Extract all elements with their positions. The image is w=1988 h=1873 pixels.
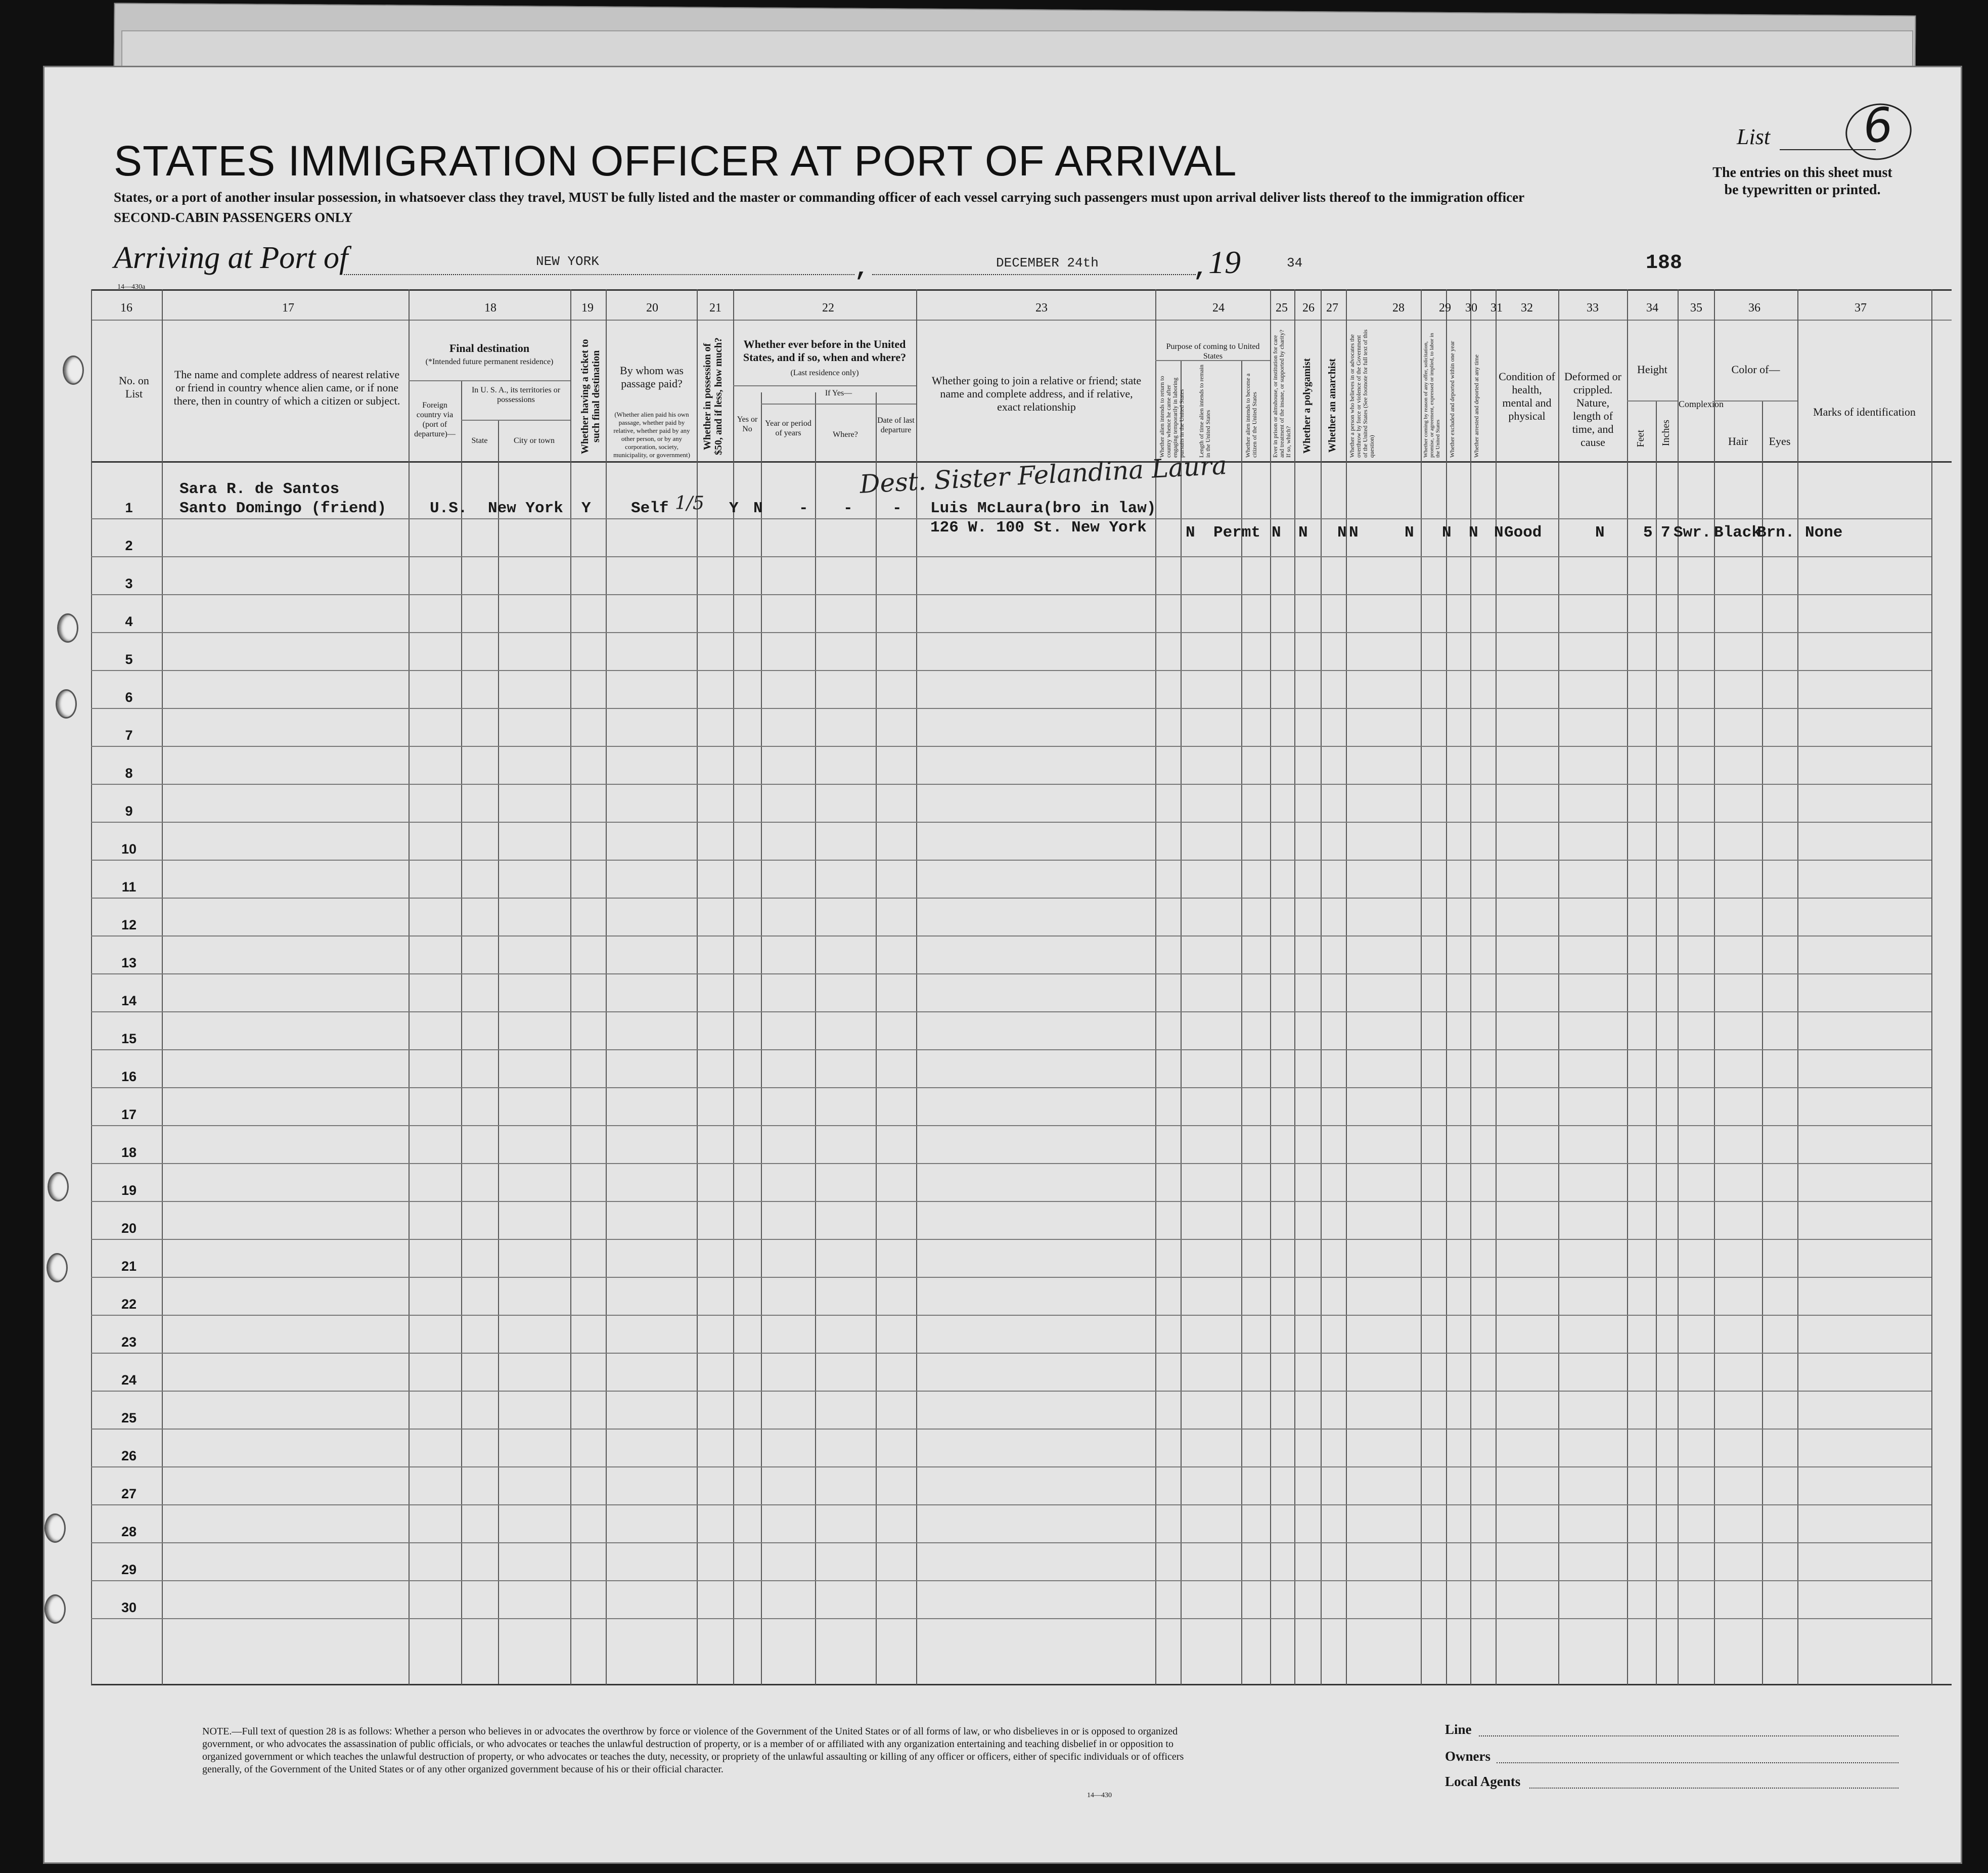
header-in-usa: In U. S. A., its territories or possessions <box>471 386 561 404</box>
marks-value: None <box>1805 524 1843 542</box>
arrested-value: N <box>1494 524 1504 542</box>
length-of-stay: Permt <box>1213 524 1261 542</box>
column-rule <box>606 289 607 1685</box>
header-passage-paid: By whom was passage paid? <box>620 364 684 390</box>
header-ticket: Whether having a ticket to such final destination <box>579 339 602 454</box>
column-rule <box>1931 289 1932 1685</box>
destination-state: New York <box>488 500 563 517</box>
header-arrested: Whether arrested and deported at any time <box>1473 354 1480 458</box>
header-final-destination: Final destination <box>449 342 530 354</box>
row-rule <box>91 1353 1931 1354</box>
header-inches: Inches <box>1660 420 1671 447</box>
header-eyes: Eyes <box>1769 435 1791 448</box>
row-number: 8 <box>125 766 133 781</box>
row-rule <box>91 1429 1931 1430</box>
labor-offer-value: N <box>1442 524 1452 542</box>
date-line <box>872 274 1196 275</box>
column-rule <box>1470 289 1471 1685</box>
header-anarchist: Whether an anarchist <box>1327 359 1338 453</box>
column-number: 30 <box>1465 301 1477 315</box>
row-rule <box>91 898 1931 899</box>
column-rule <box>162 289 163 1685</box>
row-number: 27 <box>121 1486 137 1501</box>
class-line: SECOND-CABIN PASSENGERS ONLY <box>114 210 353 225</box>
footer-line-label: Line <box>1445 1722 1472 1737</box>
row-rule <box>91 1011 1931 1012</box>
punch-hole <box>57 613 78 643</box>
row-rule <box>91 1125 1931 1126</box>
row-number: 1 <box>125 500 133 515</box>
column-rule <box>498 420 499 1684</box>
port-line <box>344 274 854 275</box>
column-number: 26 <box>1302 301 1315 315</box>
row-rule <box>91 784 1931 785</box>
row-number: 29 <box>121 1562 137 1577</box>
row-number: 19 <box>121 1183 137 1198</box>
subheader-rule <box>1714 400 1797 402</box>
passage-paid-value: Self <box>631 500 669 517</box>
anarchist-value: N <box>1349 524 1359 542</box>
column-number: 31 <box>1490 301 1503 315</box>
column-number: 23 <box>1035 301 1048 315</box>
height-feet: 5 <box>1643 524 1653 542</box>
header-purpose-citizen: Whether alien intends to become a citizen of the United States <box>1244 373 1258 458</box>
row-rule <box>91 708 1931 709</box>
row-rule <box>91 670 1931 671</box>
header-joining-relative: Whether going to join a relative or friend; state name and complete address, and if relative, exact relationship <box>931 374 1142 413</box>
overthrow-value: N <box>1405 524 1414 542</box>
header-prison: Ever in prison or almshouse, or institution for care and treatment of the insane, or supported by charity? If so, which? <box>1272 330 1292 458</box>
punch-hole <box>44 1594 66 1624</box>
column-rule <box>91 289 92 1685</box>
row-number: 23 <box>121 1334 137 1350</box>
header-last-residence: (Last residence only) <box>790 369 859 377</box>
complexion-value: Swr. <box>1674 524 1711 542</box>
row-number: 30 <box>121 1600 137 1615</box>
row-rule <box>91 1087 1931 1088</box>
before-where: - <box>843 500 853 517</box>
row-number: 26 <box>121 1448 137 1463</box>
header-deformed: Deformed or crippled. Nature, length of time, and cause <box>1564 370 1621 449</box>
column-number-rule <box>91 320 1952 321</box>
year-suffix: 34 <box>1287 255 1303 271</box>
entries-note <box>1671 164 1934 199</box>
subheader-rule <box>1627 400 1678 402</box>
subheader-rule <box>761 404 916 405</box>
column-rule <box>1797 289 1798 1685</box>
column-number: 35 <box>1690 301 1702 315</box>
column-number: 20 <box>646 301 658 315</box>
header-purpose: Purpose of coming to United States <box>1166 342 1260 361</box>
column-number: 22 <box>822 301 834 315</box>
row-number: 17 <box>121 1107 137 1122</box>
entries-note-line: The entries on this sheet must <box>1712 165 1892 181</box>
subheader-rule <box>461 420 570 421</box>
column-rule <box>761 392 762 1685</box>
header-labor-offer: Whether coming by reason of any offer, solicitation, promise, or agreement, expressed or implied, to labor in the United States <box>1423 333 1441 458</box>
column-number: 37 <box>1855 301 1867 315</box>
header-no-on-list: No. on List <box>119 374 149 400</box>
header-year-period: Year or period of years <box>765 419 811 437</box>
handwritten-annotation: Dest. Sister Felandina Laura <box>859 451 1228 499</box>
row-rule <box>91 1391 1931 1392</box>
column-number: 17 <box>282 301 294 315</box>
column-number: 29 <box>1439 301 1451 315</box>
citizen-intent: N <box>1272 524 1281 542</box>
foreign-via: U.S. <box>430 500 468 517</box>
instructions-line: States, or a port of another insular possession, in whatsoever class they travel, MUST be fully listed and the master or commanding officer of each vessel carrying such passengers must upon arrival deliver lists thereof to the immigration officer <box>114 190 1525 205</box>
row-rule <box>91 822 1931 823</box>
header-nearest-relative: The name and complete address of nearest relative or friend in country whence alien came, or if none there, then in country of which a citizen or subject. <box>173 368 400 407</box>
row-number: 12 <box>121 917 137 932</box>
footer-line-dots <box>1479 1735 1899 1736</box>
row-number: 18 <box>121 1145 137 1160</box>
condition-value: Good <box>1504 524 1542 542</box>
header-condition: Condition of health, mental and physical <box>1499 370 1555 422</box>
column-number: 16 <box>120 301 132 315</box>
eye-color: Brn. <box>1757 524 1795 542</box>
entries-note-line: be typewritten or printed. <box>1724 182 1881 198</box>
row-number: 9 <box>125 804 133 819</box>
money-value: 1/5 <box>675 493 704 514</box>
row-number: 15 <box>121 1031 137 1046</box>
column-number: 36 <box>1748 301 1760 315</box>
row-rule <box>91 1466 1931 1467</box>
before-date: - <box>892 500 902 517</box>
row-number: 11 <box>121 879 137 895</box>
column-rule <box>1656 400 1657 1685</box>
row-number: 4 <box>125 614 133 629</box>
row-rule <box>91 556 1931 557</box>
header-purpose-return: Whether alien intends to return to country whence he came after engaging temporarily in laboring pursuits in the United States <box>1158 376 1185 458</box>
column-rule <box>1762 400 1763 1685</box>
header-city: City or town <box>514 436 555 445</box>
header-hair: Hair <box>1728 435 1748 448</box>
punch-hole <box>47 1253 68 1282</box>
row-rule <box>91 1315 1931 1316</box>
before-yes-no: N <box>753 500 763 517</box>
row-number: 24 <box>121 1372 137 1388</box>
header-foreign-country: Foreign country via (port of departure)— <box>414 401 456 438</box>
header-marks: Marks of identification <box>1813 406 1916 418</box>
row-rule <box>91 1201 1931 1202</box>
column-rule <box>1558 289 1559 1685</box>
row-rule <box>91 1542 1931 1543</box>
header-complexion: Complexion <box>1679 399 1724 409</box>
row-number: 21 <box>121 1259 137 1274</box>
footer-owners-dots <box>1497 1762 1899 1763</box>
header-color-of: Color of— <box>1731 363 1780 376</box>
year-prefix: 19 <box>1208 244 1241 280</box>
row-rule <box>91 1163 1931 1164</box>
relative-address: Santo Domingo (friend) <box>179 500 387 517</box>
row-rule <box>91 1049 1931 1050</box>
header-date-departure: Date of last departure <box>877 416 915 434</box>
header-polygamist: Whether a polygamist <box>1301 358 1313 454</box>
footer-form-number: 14—430 <box>1087 1792 1112 1799</box>
subheader-rule <box>733 385 916 386</box>
row-rule <box>91 1580 1931 1581</box>
footer-agents-dots <box>1529 1788 1899 1789</box>
joining-name: Luis McLaura(bro in law) <box>930 500 1156 517</box>
column-rule <box>1346 289 1347 1685</box>
arriving-label: Arriving at Port of <box>114 241 348 275</box>
hair-color: Black <box>1714 524 1761 542</box>
footer-owners-label: Owners <box>1445 1749 1490 1764</box>
row-rule <box>91 973 1931 974</box>
row-number: 14 <box>121 993 137 1008</box>
header-yes-no: Yes or No <box>737 415 758 433</box>
page-reference: 188 <box>1646 252 1683 275</box>
column-rule <box>1155 289 1156 1685</box>
header-possession-50: Whether in possession of $50, and if less, how much? <box>702 337 724 456</box>
column-rule <box>1678 289 1679 1685</box>
row-number: 16 <box>121 1069 137 1084</box>
height-inches: 7 <box>1661 524 1670 542</box>
row-rule <box>91 632 1931 633</box>
column-number: 34 <box>1646 301 1658 315</box>
header-state: State <box>471 436 488 445</box>
footer-agents-label: Local Agents <box>1445 1774 1521 1789</box>
before-year: - <box>799 500 808 517</box>
header-before-in-us: Whether ever before in the United States, and if so, when and where? <box>743 338 907 364</box>
return-intent: N <box>1186 524 1195 542</box>
column-number: 19 <box>581 301 594 315</box>
column-rule <box>1270 289 1271 1685</box>
column-rule <box>570 289 571 1685</box>
form-number: 14—430a <box>117 283 146 291</box>
table-bottom-rule <box>91 1684 1952 1685</box>
header-excluded: Whether excluded and deported within one year <box>1449 341 1456 458</box>
column-number: 25 <box>1276 301 1288 315</box>
subheader-rule <box>409 380 570 381</box>
row-rule <box>91 935 1931 937</box>
column-rule <box>1181 360 1182 1685</box>
column-rule <box>1446 289 1447 1685</box>
column-number: 18 <box>484 301 496 315</box>
manifest-page <box>43 66 1962 1864</box>
column-rule <box>876 392 877 1685</box>
port-name: NEW YORK <box>536 254 599 269</box>
column-number: 32 <box>1521 301 1533 315</box>
column-rule <box>815 392 816 1685</box>
row-number: 10 <box>121 841 137 857</box>
header-purpose-length: Length of time alien intends to remain in the United States <box>1198 365 1211 458</box>
row-rule <box>91 860 1931 861</box>
row-rule <box>91 594 1931 595</box>
relative-name: Sara R. de Santos <box>179 480 340 498</box>
possession-flag: Y <box>729 500 739 517</box>
row-rule <box>91 1239 1931 1240</box>
column-number: 27 <box>1326 301 1338 315</box>
header-if-yes: If Yes— <box>825 389 852 397</box>
column-rule <box>461 380 462 1685</box>
column-number: 28 <box>1392 301 1405 315</box>
row-number: 20 <box>121 1221 137 1236</box>
arrival-date: DECEMBER 24th <box>996 255 1099 271</box>
punch-hole <box>63 355 84 385</box>
row-number: 13 <box>121 955 137 970</box>
column-rule <box>733 289 734 1685</box>
page-title: STATES IMMIGRATION OFFICER AT PORT OF ARRIVAL <box>114 137 1237 185</box>
column-rule <box>916 289 917 1685</box>
column-number: 24 <box>1212 301 1225 315</box>
column-number: 33 <box>1587 301 1599 315</box>
row-number: 2 <box>125 538 133 553</box>
row-rule <box>91 1277 1931 1278</box>
row-number: 6 <box>125 690 133 705</box>
comma: , <box>1193 255 1208 283</box>
row-number: 5 <box>125 652 133 667</box>
column-rule <box>1627 289 1628 1685</box>
row-rule <box>91 1618 1931 1619</box>
punch-hole <box>44 1513 66 1543</box>
row-number: 22 <box>121 1297 137 1312</box>
list-label: List <box>1737 124 1771 149</box>
excluded-value: N <box>1469 524 1478 542</box>
header-where: Where? <box>833 430 858 439</box>
list-number: 6 <box>1860 97 1895 154</box>
comma: , <box>854 255 869 283</box>
punch-hole <box>56 689 77 719</box>
row-number: 7 <box>125 728 133 743</box>
column-rule <box>1496 289 1497 1685</box>
table-top-rule <box>91 289 1952 291</box>
column-number: 21 <box>709 301 721 315</box>
punch-hole <box>48 1172 69 1201</box>
column-rule <box>1421 289 1422 1685</box>
column-rule <box>1241 360 1242 1685</box>
header-feet: Feet <box>1635 430 1646 448</box>
column-rule <box>1294 289 1295 1685</box>
row-number: 3 <box>125 576 133 591</box>
deformed-value: N <box>1595 524 1605 542</box>
header-overthrow: Whether a person who believes in or advocates the overthrow by force or violence of the Government of the United States (See footnote for full text of this question) <box>1348 329 1375 458</box>
row-number: 28 <box>121 1524 137 1539</box>
row-number: 25 <box>121 1410 137 1425</box>
column-rule <box>409 289 410 1685</box>
ticket-value: Y <box>581 500 591 517</box>
column-rule <box>1714 289 1715 1685</box>
prison-value: N <box>1298 524 1308 542</box>
polygamist-value: N <box>1337 524 1347 542</box>
header-height: Height <box>1637 363 1667 376</box>
row-rule <box>91 746 1931 747</box>
footnote-question-28: NOTE.—Full text of question 28 is as follows: Whether a person who believes in or advocates the overthrow by force or violence of the Government of the United States or of all forms of law, or who disbelieves in or is opposed to organized government, or who advocates the assassination of public officials, or who advocates or teaches the unlawful destruction of property, or is a member of or affiliated with any organization entertaining and teaching disbelief in or opposition to organized government or which teaches the unlawful destruction of property, or who advocates or teaches the duty, necessity, or propriety of the unlawful assaulting or killing of any officer or officers, either of specific individuals or of officers generally, of the Government of the United States or of any other organized government because of his or their official character. <box>202 1726 1184 1775</box>
column-rule <box>1321 289 1322 1685</box>
row-rule <box>91 1504 1931 1505</box>
header-final-destination-note: (*Intended future permanent residence) <box>425 358 554 366</box>
joining-address: 126 W. 100 St. New York <box>930 519 1147 537</box>
header-passage-paid-note: (Whether alien paid his own passage, whether paid by relative, whether paid by any other person, or by any corporation, society, municipality, or government) <box>613 411 690 459</box>
